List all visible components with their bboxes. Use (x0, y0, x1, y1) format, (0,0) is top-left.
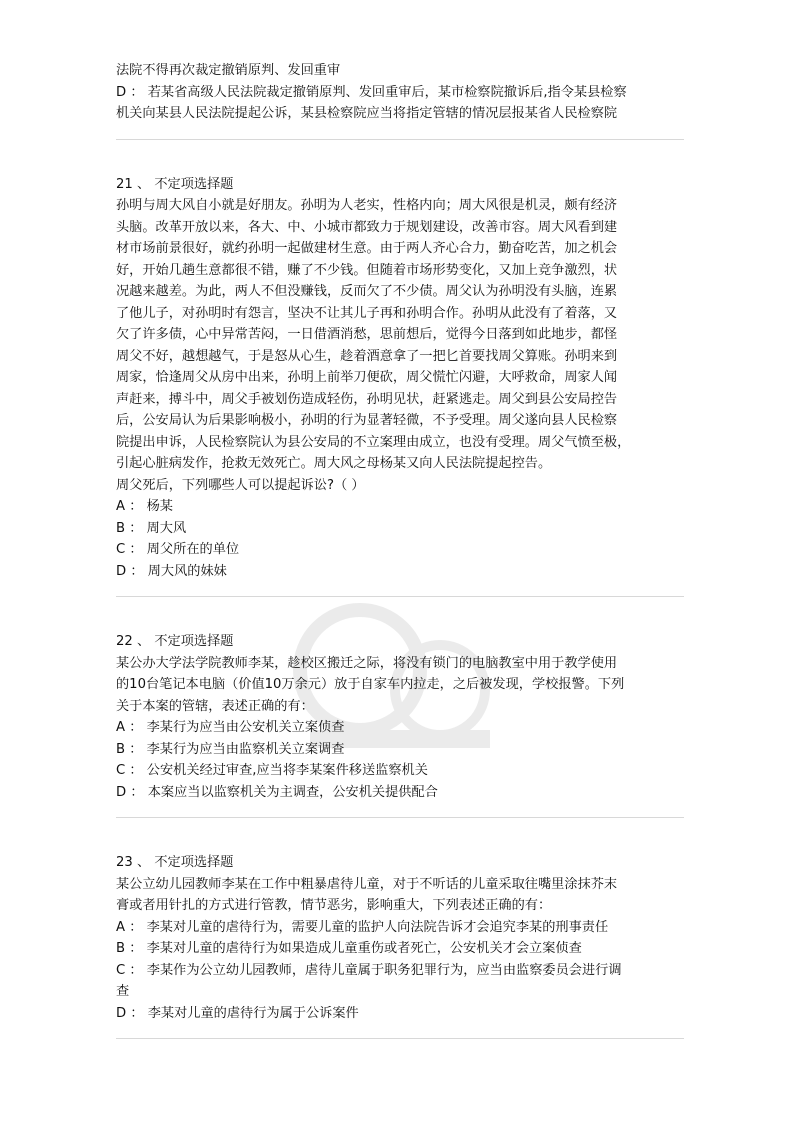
text-line: 欠了许多债，心中异常苦闷，一日借酒消愁，思前想后，觉得今日落到如此地步，都怪 (116, 327, 618, 342)
question-body (116, 653, 686, 718)
option-a: A ： 李某行为应当由公安机关立案侦查 (116, 720, 345, 735)
text-line: 某公立幼儿园教师李某在工作中粗暴虐待儿童，对于不听话的儿童采取往嘴里涂抹芥末 (116, 876, 618, 892)
option-d: D ： 李某对儿童的虐待行为属于公诉案件 (116, 1005, 359, 1021)
option-d: D ： 本案应当以监察机关为主调查，公安机关提供配合 (116, 784, 438, 800)
text-line: 孙明与周大风自小就是好朋友。孙明为人老实，性格内向；周大风很是机灵，颇有经济 (116, 198, 618, 213)
option-a: A ： 杨某 (116, 499, 173, 514)
text-line: 院提出申诉，人民检察院认为县公安局的不立案理由成立，也没有受理。周父气愤至极， (116, 434, 631, 450)
option-a: A ： 李某对儿童的虐待行为，需要儿童的监护人向法院告诉才会追究李某的刑事责任 (116, 919, 609, 935)
text-line: 头脑。改革开放以来，各大、中、小城市都致力于规划建设，改善市容。周大风看到建 (116, 219, 618, 235)
option-line: D ： 若某省高级人民法院裁定撤销原判、发回重审后，某市检察院撤诉后,指令某县检察 (116, 84, 627, 100)
text-line: 材市场前景很好，就约孙明一起做建材生意。由于两人齐心合力，勤奋吃苦，加之机会 (116, 241, 618, 256)
text-line: 了他儿子，对孙明时有怨言，坚决不让其儿子再和孙明合作。孙明从此没有了着落，又 (116, 305, 618, 321)
text-line: 的10台笔记本电脑（价值10万余元）放于自家车内拉走，之后被发现，学校报警。下列 (116, 677, 625, 692)
text-line: 机关向某县人民法院提起公诉，某县检察院应当将指定管辖的情况层报某省人民检察院 (116, 106, 618, 121)
text-line: 声赶来，搏斗中，周父手被划伤造成轻伤，孙明见状，赶紧逃走。周父到县公安局控告 (116, 391, 618, 407)
options-list (116, 917, 686, 1025)
text-line: 膏或者用针扎的方式进行管教，情节恶劣，影响重大，下列表述正确的有： (116, 898, 552, 913)
option-c: C ： 公安机关经过审查,应当将李某案件移送监察机关 (116, 763, 428, 778)
question-21 (116, 174, 686, 583)
option-b: B ： 李某行为应当由监察机关立案调查 (116, 741, 345, 757)
divider (116, 139, 684, 140)
previous-question-tail (116, 60, 686, 125)
text-line: 法院不得再次裁定撤销原判、发回重审 (116, 63, 341, 78)
text-line: 某公办大学法学院教师李某，趁校区搬迁之际，将没有锁门的电脑教室中用于教学使用 (116, 655, 618, 671)
question-body (116, 874, 686, 917)
option-d: D ： 周大风的妹妹 (116, 563, 227, 579)
document-page (116, 60, 686, 1039)
text-line: 周父不好，越想越气，于是怒从心生，趁着酒意拿了一把匕首要找周父算账。孙明来到 (116, 348, 618, 364)
text-line: 周家，恰逢周父从房中出来，孙明上前举刀便砍，周父慌忙闪避，大呼救命，周家人闻 (116, 370, 618, 385)
question-body (116, 195, 686, 496)
option-c-continued: 查 (116, 984, 130, 999)
text-line: 好，开始几趟生意都很不错，赚了不少钱。但随着市场形势变化，又加上竞争激烈，状 (116, 262, 618, 278)
text-line: 后，公安局认为后果影响极小，孙明的行为显著轻微，不予受理。周父遂向县人民检察 (116, 413, 618, 428)
option-c: C ： 李某作为公立幼儿园教师，虐待儿童属于职务犯罪行为，应当由监察委员会进行调 (116, 962, 622, 978)
divider (116, 1038, 684, 1039)
divider (116, 817, 684, 818)
options-list (116, 717, 686, 803)
divider (116, 596, 684, 597)
options-list (116, 496, 686, 582)
question-22 (116, 631, 686, 803)
question-prompt: 周父死后，下列哪些人可以提起诉讼?（ ） (116, 477, 365, 493)
question-header: 22 、 不定项选择题 (116, 634, 234, 649)
option-b: B ： 李某对儿童的虐待行为如果造成儿童重伤或者死亡，公安机关才会立案侦查 (116, 941, 582, 956)
option-b: B ： 周大风 (116, 520, 187, 536)
question-23 (116, 852, 686, 1024)
text-line: 关于本案的管辖，表述正确的有： (116, 698, 314, 714)
text-line: 况越来越差。为此，两人不但没赚钱，反而欠了不少债。周父认为孙明没有头脑，连累 (116, 284, 618, 299)
question-header: 21 、 不定项选择题 (116, 176, 234, 192)
question-header: 23 、 不定项选择题 (116, 855, 234, 870)
text-line: 引起心脏病发作，抢救无效死亡。周大风之母杨某又向人民法院提起控告。 (116, 456, 552, 471)
option-c: C ： 周父所在的单位 (116, 542, 240, 557)
